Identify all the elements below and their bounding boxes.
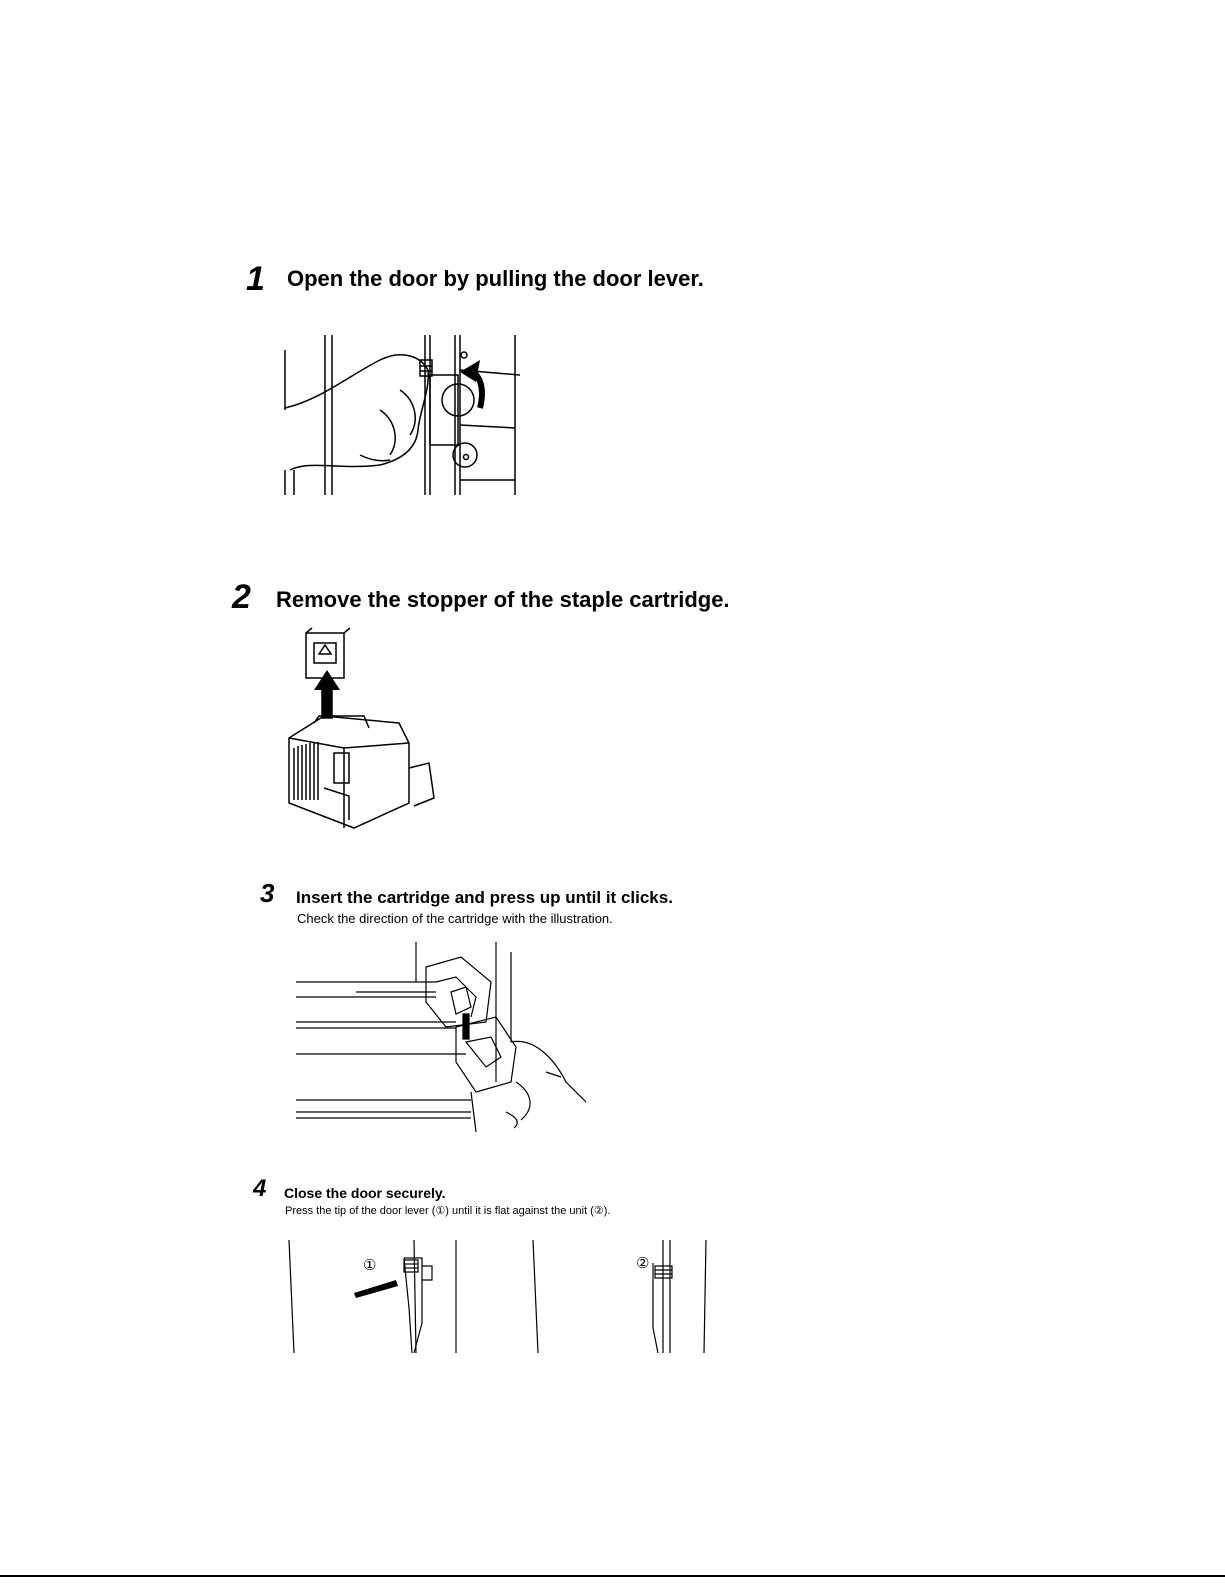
step-4-illustration-after	[528, 1238, 713, 1356]
step-4-note: Press the tip of the door lever (①) until it is flat against the unit (②).	[285, 1205, 611, 1217]
step-3-illustration	[296, 942, 591, 1134]
step-4-number: 4	[253, 1175, 267, 1202]
step-4-title: Close the door securely.	[284, 1185, 446, 1201]
step-2-number: 2	[232, 578, 251, 616]
step-3-number: 3	[260, 878, 275, 908]
step-1-number: 1	[246, 260, 265, 298]
step-1-title: Open the door by pulling the door lever.	[287, 266, 704, 291]
step-3-title: Insert the cartridge and press up until it clicks.	[296, 888, 673, 907]
callout-1-label: ①	[363, 1257, 377, 1274]
callout-2-label: ②	[636, 1255, 650, 1272]
step-2-illustration	[284, 628, 444, 833]
step-3-note: Check the direction of the cartridge with the illustration.	[297, 911, 613, 926]
step-1-illustration	[280, 330, 530, 500]
page-bottom-rule	[0, 1575, 1225, 1577]
step-2-title: Remove the stopper of the staple cartridge.	[276, 587, 730, 612]
